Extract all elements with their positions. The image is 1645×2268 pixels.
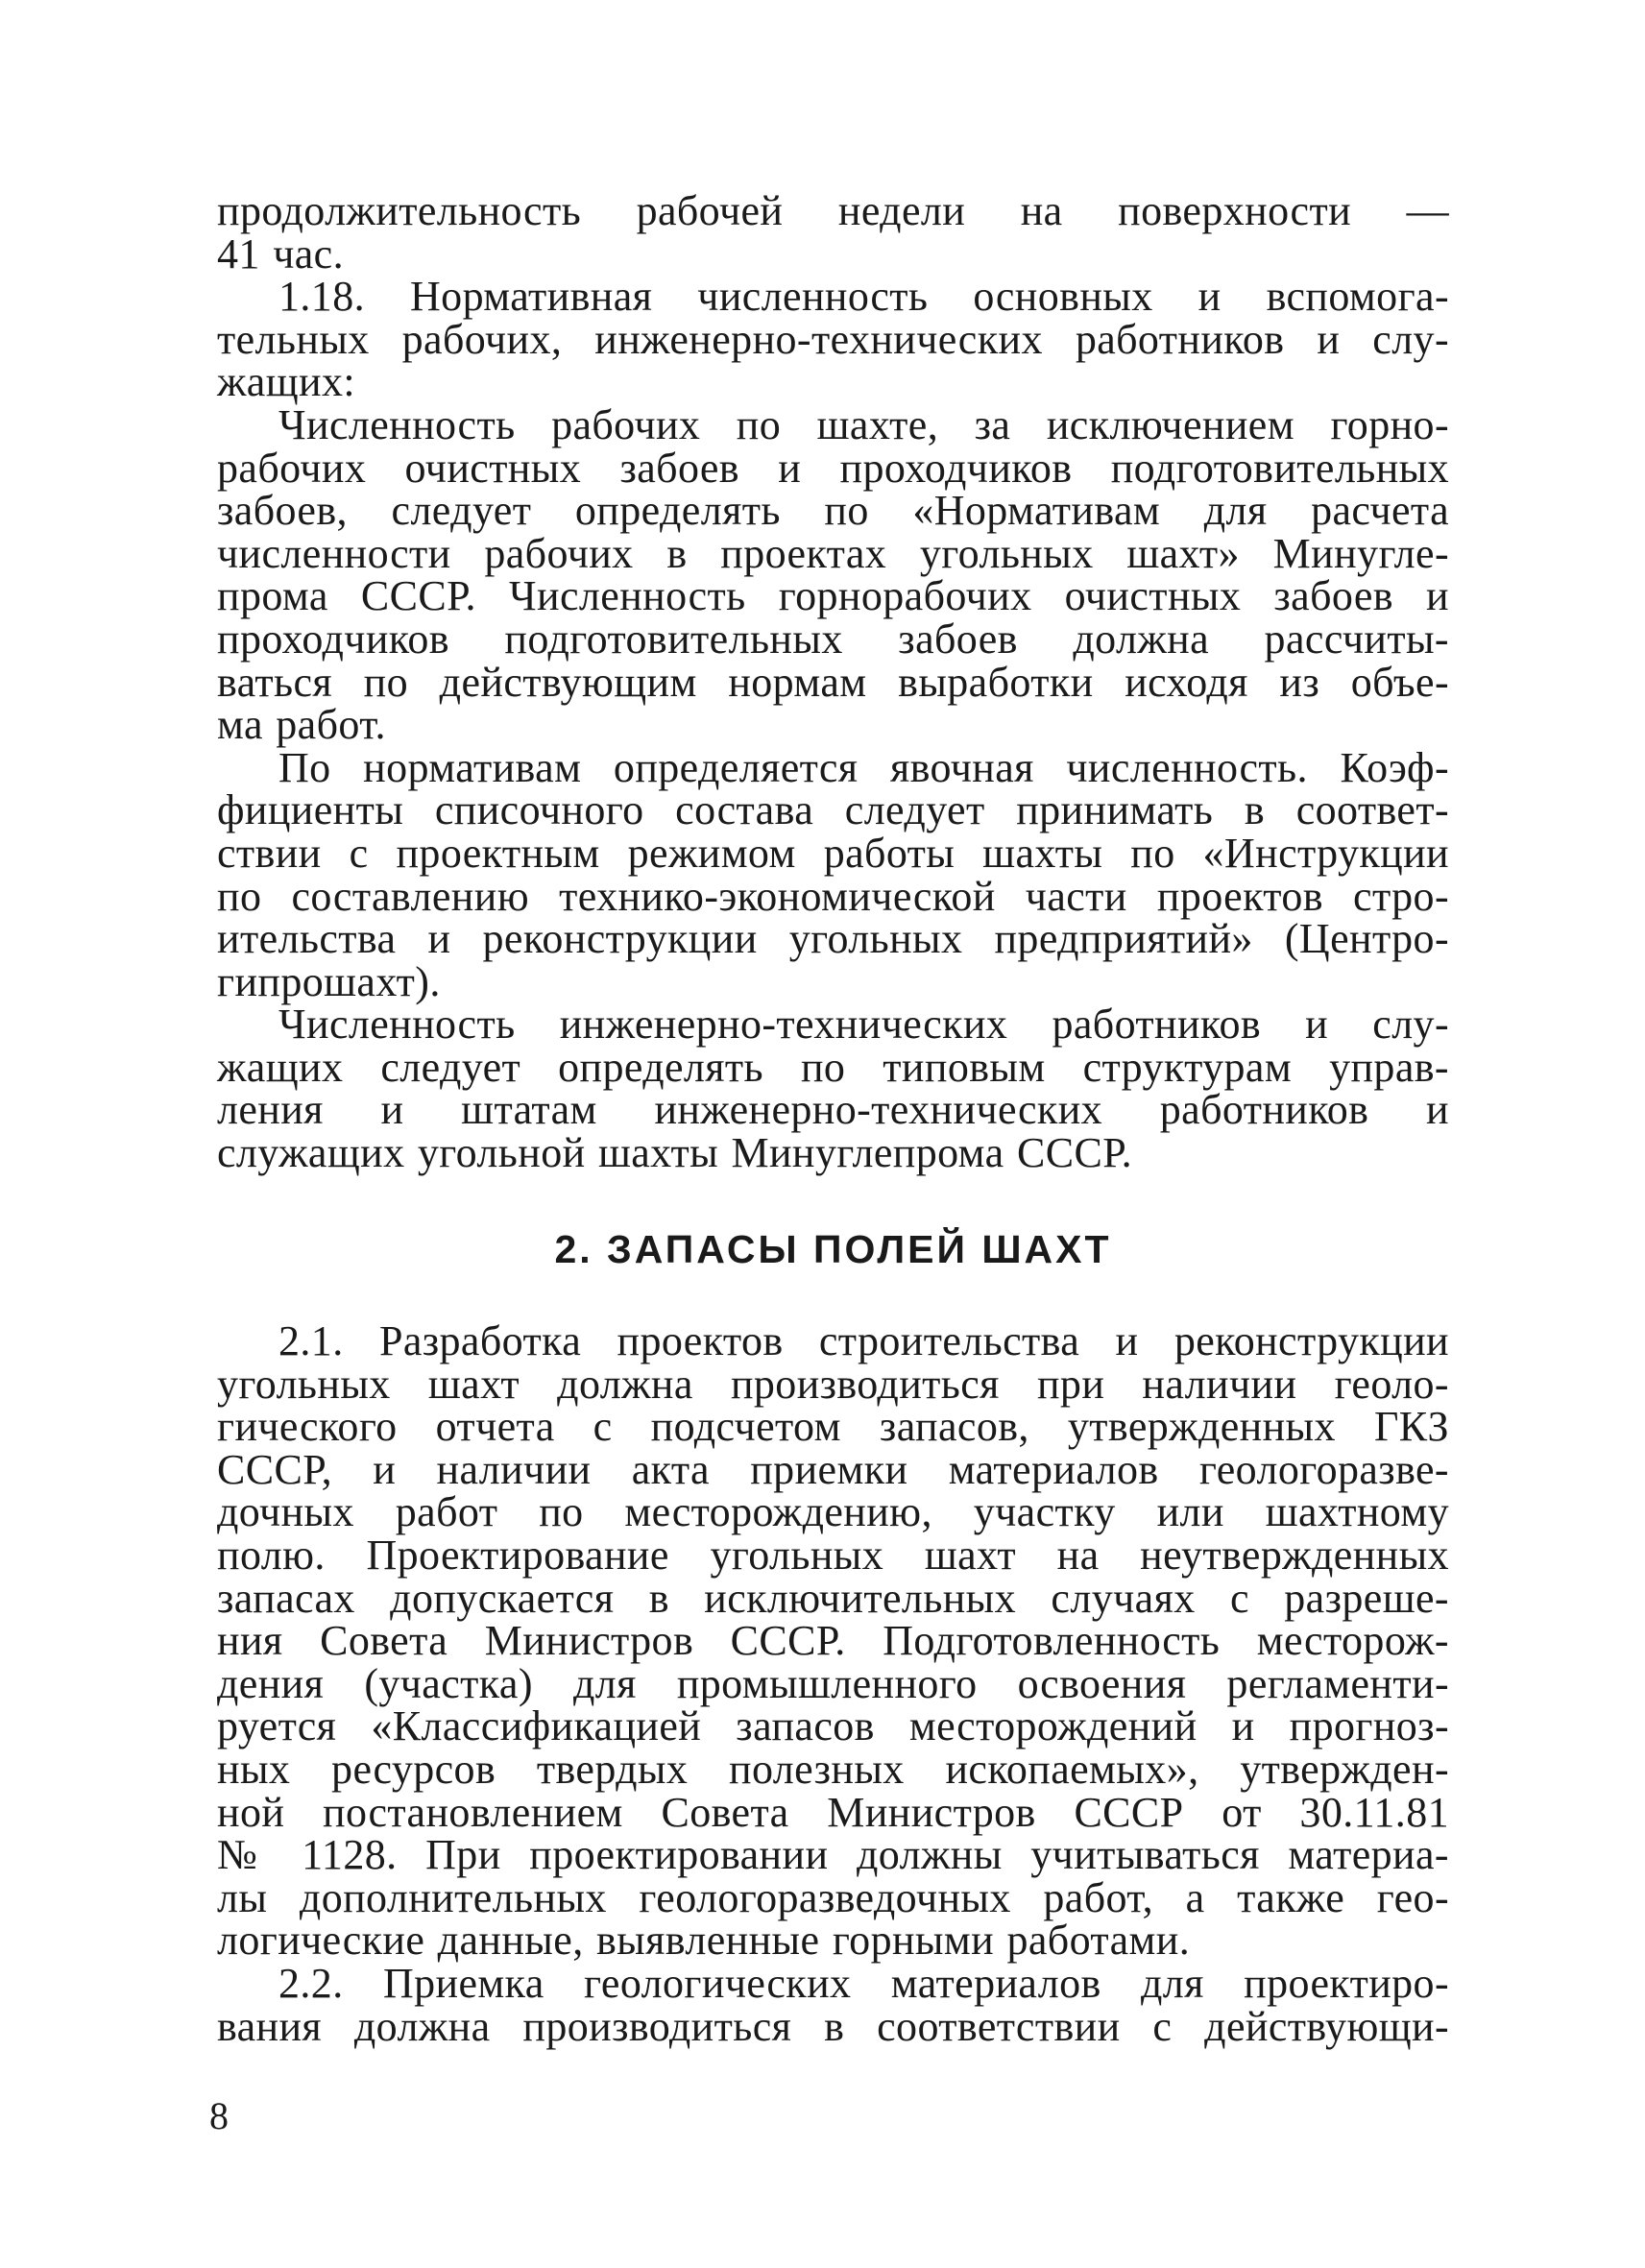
text-line: ствии с проектным режимом работы шахты по «Инструкции [217,829,1449,877]
text-line: ительства и реконструкции угольных предприятий» (Центро- [217,915,1449,963]
text-line: Численность рабочих по шахте, за исключением горно- [278,400,1449,448]
text-line: тельных рабочих, инженерно-технических работников и слу- [217,315,1449,363]
text-line: ления и штатам инженерно-технических работников и [217,1086,1449,1134]
text-line: полю. Проектирование угольных шахт на неутвержденных [217,1531,1449,1579]
text-block-top [217,187,1449,1177]
page-number: 8 [209,2094,229,2137]
text-line: гипрошахт). [217,957,441,1005]
text-line: гического отчета с подсчетом запасов, утвержденных ГКЗ [217,1403,1449,1451]
text-line: численности рабочих в проектах угольных шахт» Минугле- [217,529,1449,577]
text-line: руется «Классификацией запасов месторождений и прогноз- [217,1702,1449,1750]
text-line: лы дополнительных геологоразведочных работ, а также гео- [217,1873,1449,1921]
text-line: прома СССР. Численность горнорабочих очистных забоев и [217,572,1449,620]
text-line: 2.1. Разработка проектов строительства и реконструкции [278,1317,1449,1364]
text-line: Численность инженерно-технических работников и слу- [278,1001,1449,1049]
text-line: продолжительность рабочей недели на поверхности — [217,187,1449,234]
text-line: логические данные, выявленные горными работами. [217,1917,1191,1965]
text-line: вания должна производиться в соответствии с действующи- [217,2002,1449,2050]
text-line: служащих угольной шахты Минуглепрома СССР. [217,1129,1132,1177]
text-line: СССР, и наличии акта приемки материалов геологоразве- [217,1445,1449,1493]
text-line: проходчиков подготовительных забоев должна рассчиты- [217,615,1449,663]
text-line: 41 час. [217,229,344,277]
text-line: забоев, следует определять по «Нормативам для расчета [217,487,1449,535]
text-line: ния Совета Министров СССР. Подготовленность месторож- [217,1617,1449,1665]
section-heading: 2. ЗАПАСЫ ПОЛЕЙ ШАХТ [554,1227,1112,1271]
text-line: 2.2. Приемка геологических материалов для проектиро- [278,1959,1449,2007]
text-line: ваться по действующим нормам выработки исходя из объе- [217,658,1449,706]
text-line: рабочих очистных забоев и проходчиков подготовительных [217,444,1449,492]
text-line: жащих: [217,358,355,406]
text-line: жащих следует определять по типовым структурам управ- [217,1043,1449,1091]
text-line: дочных работ по месторождению, участку или шахтному [217,1488,1449,1536]
text-block-bottom [217,1317,1449,2050]
text-line: 1.18. Нормативная численность основных и вспомога- [278,273,1449,321]
text-line: угольных шахт должна производиться при наличии геоло- [217,1360,1449,1408]
text-line: № 1128. При проектировании должны учитываться материа- [217,1831,1449,1879]
text-line: ных ресурсов твердых полезных ископаемых», утвержден- [217,1745,1449,1793]
text-line: дения (участка) для промышленного освоения регламенти- [217,1659,1449,1707]
text-line: По нормативам определяется явочная численность. Коэф- [278,743,1449,791]
text-line: ной постановлением Совета Министров СССР от 30.11.81 [217,1788,1449,1836]
text-line: ма работ. [217,701,386,749]
text-line: по составлению технико-экономической части проектов стро- [217,872,1449,920]
text-line: фициенты списочного состава следует принимать в соответ- [217,786,1449,834]
text-line: запасах допускается в исключительных случаях с разреше- [217,1574,1449,1622]
